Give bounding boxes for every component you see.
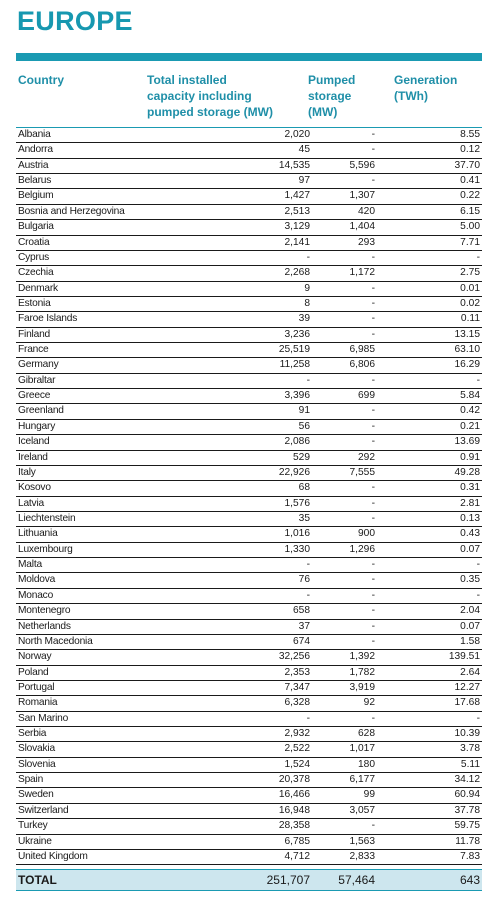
table-row — [16, 512, 482, 527]
pumped-cell: 1,563 — [349, 835, 375, 847]
pumped-cell: - — [371, 297, 375, 309]
table-row — [16, 297, 482, 312]
capacity-cell: 45 — [298, 144, 310, 156]
country-cell: Norway — [18, 651, 52, 663]
generation-cell: 0.07 — [460, 620, 480, 632]
generation-cell: 5.00 — [460, 221, 480, 233]
country-cell: Spain — [18, 774, 44, 786]
country-cell: Serbia — [18, 728, 47, 740]
generation-cell: 2.04 — [460, 605, 480, 617]
pumped-cell: - — [371, 313, 375, 325]
table-row — [16, 343, 482, 358]
table-row — [16, 558, 482, 573]
country-cell: Luxembourg — [18, 543, 73, 555]
generation-cell: 139.51 — [448, 651, 480, 663]
generation-cell: 3.78 — [460, 743, 480, 755]
table-row — [16, 758, 482, 773]
capacity-cell: 35 — [298, 512, 310, 524]
table-row — [16, 712, 482, 727]
pumped-cell: 1,392 — [349, 651, 375, 663]
country-cell: North Macedonia — [18, 635, 93, 647]
pumped-cell: 3,057 — [349, 804, 375, 816]
pumped-cell: 92 — [363, 697, 375, 709]
table-row — [16, 635, 482, 650]
country-cell: Greenland — [18, 405, 64, 417]
generation-cell: 63.10 — [454, 344, 480, 356]
country-cell: Albania — [18, 129, 51, 140]
table-row — [16, 358, 482, 373]
pumped-cell: 628 — [358, 728, 375, 740]
country-cell: Gibraltar — [18, 374, 56, 386]
table-row — [16, 189, 482, 204]
table-row — [16, 742, 482, 757]
capacity-cell: - — [306, 712, 310, 724]
pumped-cell: - — [371, 420, 375, 432]
table-row — [16, 236, 482, 251]
capacity-cell: 3,396 — [284, 390, 310, 402]
capacity-cell: 68 — [298, 482, 310, 494]
capacity-cell: 2,020 — [284, 129, 310, 140]
table-row — [16, 420, 482, 435]
table-row — [16, 205, 482, 220]
table-row — [16, 312, 482, 327]
generation-cell: 17.68 — [454, 697, 480, 709]
capacity-cell: 14,535 — [278, 159, 310, 171]
pumped-cell: 5,596 — [349, 159, 375, 171]
country-cell: Croatia — [18, 236, 50, 248]
pumped-cell: - — [371, 436, 375, 448]
generation-cell: 0.21 — [460, 420, 480, 432]
capacity-cell: 76 — [298, 574, 310, 586]
capacity-cell: 674 — [293, 635, 310, 647]
table-row — [16, 696, 482, 711]
pumped-cell: 1,172 — [349, 267, 375, 279]
country-cell: Malta — [18, 559, 42, 571]
capacity-cell: 1,330 — [284, 543, 310, 555]
generation-cell: 5.84 — [460, 390, 480, 402]
generation-cell: - — [476, 589, 480, 601]
country-cell: Latvia — [18, 497, 44, 509]
header-total-capacity — [147, 72, 312, 120]
generation-cell: 10.39 — [454, 728, 480, 740]
country-cell: Romania — [18, 697, 58, 709]
country-cell: Estonia — [18, 297, 51, 309]
country-cell: Poland — [18, 666, 49, 678]
country-cell: Denmark — [18, 282, 58, 294]
capacity-cell: 2,513 — [284, 205, 310, 217]
capacity-cell: 37 — [298, 620, 310, 632]
pumped-cell: - — [371, 497, 375, 509]
pumped-cell: 7,555 — [349, 466, 375, 478]
country-cell: Kosovo — [18, 482, 51, 494]
generation-cell: 37.78 — [454, 804, 480, 816]
generation-cell: 0.91 — [460, 451, 480, 463]
pumped-cell: - — [371, 589, 375, 601]
capacity-cell: 1,576 — [284, 497, 310, 509]
table-row — [16, 573, 482, 588]
generation-cell: - — [476, 559, 480, 571]
pumped-cell: 6,806 — [349, 359, 375, 371]
country-cell: Belgium — [18, 190, 54, 202]
table-row — [16, 128, 482, 143]
generation-cell: 37.70 — [454, 159, 480, 171]
header-pumped-storage — [308, 72, 388, 120]
pumped-cell: - — [371, 512, 375, 524]
table-row — [16, 543, 482, 558]
header-rule — [16, 53, 482, 61]
table-row — [16, 666, 482, 681]
header-line: Generation — [394, 73, 458, 87]
table-row — [16, 497, 482, 512]
table-row — [16, 404, 482, 419]
country-cell: Switzerland — [18, 804, 69, 816]
table-body — [16, 127, 482, 865]
country-cell: Lithuania — [18, 528, 58, 540]
table-row — [16, 374, 482, 389]
table-row — [16, 159, 482, 174]
generation-cell: - — [476, 251, 480, 263]
capacity-cell: 2,268 — [284, 267, 310, 279]
table-row — [16, 850, 482, 865]
generation-cell: 13.15 — [454, 328, 480, 340]
capacity-cell: 2,932 — [284, 728, 310, 740]
generation-cell: 6.15 — [460, 205, 480, 217]
table-row — [16, 266, 482, 281]
pumped-cell: - — [371, 175, 375, 187]
capacity-cell: 39 — [298, 313, 310, 325]
capacity-cell: 1,524 — [284, 758, 310, 770]
table-row — [16, 435, 482, 450]
generation-cell: 0.43 — [460, 528, 480, 540]
capacity-cell: - — [306, 559, 310, 571]
pumped-cell: 99 — [363, 789, 375, 801]
country-cell: Sweden — [18, 789, 54, 801]
pumped-cell: - — [371, 574, 375, 586]
table-row — [16, 282, 482, 297]
header-line: storage — [308, 89, 352, 103]
capacity-cell: 3,129 — [284, 221, 310, 233]
capacity-cell: 1,427 — [284, 190, 310, 202]
capacity-cell: - — [306, 589, 310, 601]
generation-cell: 1.58 — [460, 635, 480, 647]
generation-cell: 60.94 — [454, 789, 480, 801]
country-cell: Italy — [18, 466, 36, 478]
capacity-cell: 32,256 — [278, 651, 310, 663]
generation-cell: 2.81 — [460, 497, 480, 509]
capacity-cell: 28,358 — [278, 820, 310, 832]
pumped-cell: 420 — [358, 205, 375, 217]
header-generation — [394, 72, 482, 104]
capacity-cell: 1,016 — [284, 528, 310, 540]
country-cell: Montenegro — [18, 605, 71, 617]
capacity-cell: 25,519 — [278, 344, 310, 356]
country-cell: Faroe Islands — [18, 313, 78, 325]
pumped-cell: 180 — [358, 758, 375, 770]
pumped-cell: - — [371, 559, 375, 571]
generation-cell: 13.69 — [454, 436, 480, 448]
table-row — [16, 788, 482, 803]
country-cell: Iceland — [18, 436, 50, 448]
pumped-cell: 293 — [358, 236, 375, 248]
pumped-cell: 1,782 — [349, 666, 375, 678]
country-cell: Andorra — [18, 144, 53, 156]
table-row — [16, 773, 482, 788]
generation-cell: 0.02 — [460, 297, 480, 309]
generation-cell: 59.75 — [454, 820, 480, 832]
capacity-cell: 2,522 — [284, 743, 310, 755]
country-cell: France — [18, 344, 49, 356]
total-capacity: 251,707 — [266, 873, 310, 887]
table-row — [16, 174, 482, 189]
pumped-cell: 2,833 — [349, 850, 375, 862]
country-cell: Liechtenstein — [18, 512, 76, 524]
pumped-cell: - — [371, 282, 375, 294]
pumped-cell: - — [371, 635, 375, 647]
capacity-cell: - — [306, 251, 310, 263]
table-row — [16, 328, 482, 343]
country-cell: Austria — [18, 159, 49, 171]
capacity-cell: 4,712 — [284, 850, 310, 862]
header-line: Country — [18, 73, 64, 87]
generation-cell: 5.11 — [460, 758, 480, 770]
table-header — [16, 72, 482, 128]
capacity-cell: 658 — [293, 605, 310, 617]
capacity-cell: 22,926 — [278, 466, 310, 478]
header-line: Pumped — [308, 73, 356, 87]
country-cell: Portugal — [18, 681, 55, 693]
table-row — [16, 604, 482, 619]
table-row — [16, 481, 482, 496]
table-row — [16, 220, 482, 235]
header-line: capacity including — [147, 89, 252, 103]
generation-cell: 16.29 — [454, 359, 480, 371]
country-cell: Slovakia — [18, 743, 55, 755]
header-line: (MW) — [308, 105, 338, 119]
pumped-cell: - — [371, 605, 375, 617]
table-row — [16, 727, 482, 742]
capacity-cell: 20,378 — [278, 774, 310, 786]
capacity-cell: 56 — [298, 420, 310, 432]
total-label: TOTAL — [18, 873, 57, 887]
generation-cell: 7.83 — [460, 850, 480, 862]
pumped-cell: - — [371, 374, 375, 386]
generation-cell: 0.41 — [460, 175, 480, 187]
pumped-cell: - — [371, 712, 375, 724]
table-row — [16, 143, 482, 158]
table-row — [16, 819, 482, 834]
capacity-cell: 2,141 — [284, 236, 310, 248]
country-cell: Ireland — [18, 451, 48, 463]
pumped-cell: - — [371, 405, 375, 417]
table-row — [16, 681, 482, 696]
country-cell: Belarus — [18, 175, 52, 187]
country-cell: Greece — [18, 390, 51, 402]
pumped-cell: - — [371, 144, 375, 156]
capacity-cell: 16,948 — [278, 804, 310, 816]
generation-cell: 0.42 — [460, 405, 480, 417]
generation-cell: 0.22 — [460, 190, 480, 202]
country-cell: Netherlands — [18, 620, 71, 632]
pumped-cell: 292 — [358, 451, 375, 463]
pumped-cell: 6,985 — [349, 344, 375, 356]
pumped-cell: 900 — [358, 528, 375, 540]
country-cell: Monaco — [18, 589, 54, 601]
generation-cell: 12.27 — [454, 681, 480, 693]
generation-cell: 2.75 — [460, 267, 480, 279]
capacity-cell: 3,236 — [284, 328, 310, 340]
country-cell: United Kingdom — [18, 850, 88, 862]
generation-cell: 8.55 — [460, 129, 480, 140]
country-cell: Germany — [18, 359, 59, 371]
table-row — [16, 251, 482, 266]
country-cell: Bosnia and Herzegovina — [18, 205, 125, 217]
pumped-cell: - — [371, 251, 375, 263]
pumped-cell: 6,177 — [349, 774, 375, 786]
capacity-cell: 11,258 — [279, 359, 310, 371]
table-row — [16, 466, 482, 481]
capacity-cell: 6,328 — [284, 697, 310, 709]
pumped-cell: - — [371, 482, 375, 494]
pumped-cell: - — [371, 820, 375, 832]
country-cell: Bulgaria — [18, 221, 54, 233]
country-cell: Finland — [18, 328, 51, 340]
table-row — [16, 804, 482, 819]
country-cell: Cyprus — [18, 251, 50, 263]
country-cell: Hungary — [18, 420, 56, 432]
header-line: (TWh) — [394, 89, 428, 103]
capacity-cell: 6,785 — [284, 835, 310, 847]
capacity-cell: 2,353 — [284, 666, 310, 678]
table-row — [16, 620, 482, 635]
country-cell: San Marino — [18, 712, 69, 724]
capacity-cell: 97 — [298, 175, 310, 187]
capacity-cell: 529 — [293, 451, 310, 463]
capacity-cell: 2,086 — [284, 436, 310, 448]
generation-cell: 0.13 — [460, 512, 480, 524]
total-generation: 643 — [459, 873, 480, 887]
pumped-cell: - — [371, 328, 375, 340]
pumped-cell: 3,919 — [349, 681, 375, 693]
generation-cell: 7.71 — [460, 236, 480, 248]
country-cell: Slovenia — [18, 758, 56, 770]
header-line: pumped storage (MW) — [147, 105, 273, 119]
page-title: EUROPE — [17, 6, 133, 36]
generation-cell: 0.35 — [460, 574, 480, 586]
capacity-cell: 91 — [298, 405, 310, 417]
generation-cell: 2.64 — [460, 666, 480, 678]
country-cell: Turkey — [18, 820, 48, 832]
capacity-cell: 8 — [304, 297, 310, 309]
generation-cell: 11.78 — [455, 835, 480, 847]
capacity-cell: - — [306, 374, 310, 386]
pumped-cell: 1,404 — [349, 221, 375, 233]
country-cell: Moldova — [18, 574, 56, 586]
table-row — [16, 451, 482, 466]
generation-cell: 49.28 — [454, 466, 480, 478]
pumped-cell: - — [371, 129, 375, 140]
generation-cell: - — [476, 712, 480, 724]
table-row — [16, 589, 482, 604]
country-cell: Ukraine — [18, 835, 52, 847]
pumped-cell: 1,017 — [349, 743, 375, 755]
table-row — [16, 527, 482, 542]
capacity-cell: 9 — [304, 282, 310, 294]
generation-cell: 0.12 — [460, 144, 480, 156]
country-cell: Czechia — [18, 267, 54, 279]
total-pumped: 57,464 — [338, 873, 375, 887]
table-row — [16, 835, 482, 850]
generation-cell: 34.12 — [454, 774, 480, 786]
generation-cell: 0.01 — [460, 282, 480, 294]
generation-cell: 0.11 — [460, 313, 480, 325]
generation-cell: 0.31 — [460, 482, 480, 494]
table-row — [16, 650, 482, 665]
table-row — [16, 389, 482, 404]
total-row — [16, 869, 482, 891]
pumped-cell: 1,296 — [349, 543, 375, 555]
pumped-cell: - — [371, 620, 375, 632]
pumped-cell: 699 — [358, 390, 375, 402]
header-country — [18, 72, 138, 88]
pumped-cell: 1,307 — [349, 190, 375, 202]
generation-cell: 0.07 — [460, 543, 480, 555]
header-line: Total installed — [147, 73, 227, 87]
capacity-cell: 7,347 — [284, 681, 310, 693]
capacity-cell: 16,466 — [278, 789, 310, 801]
generation-cell: - — [476, 374, 480, 386]
